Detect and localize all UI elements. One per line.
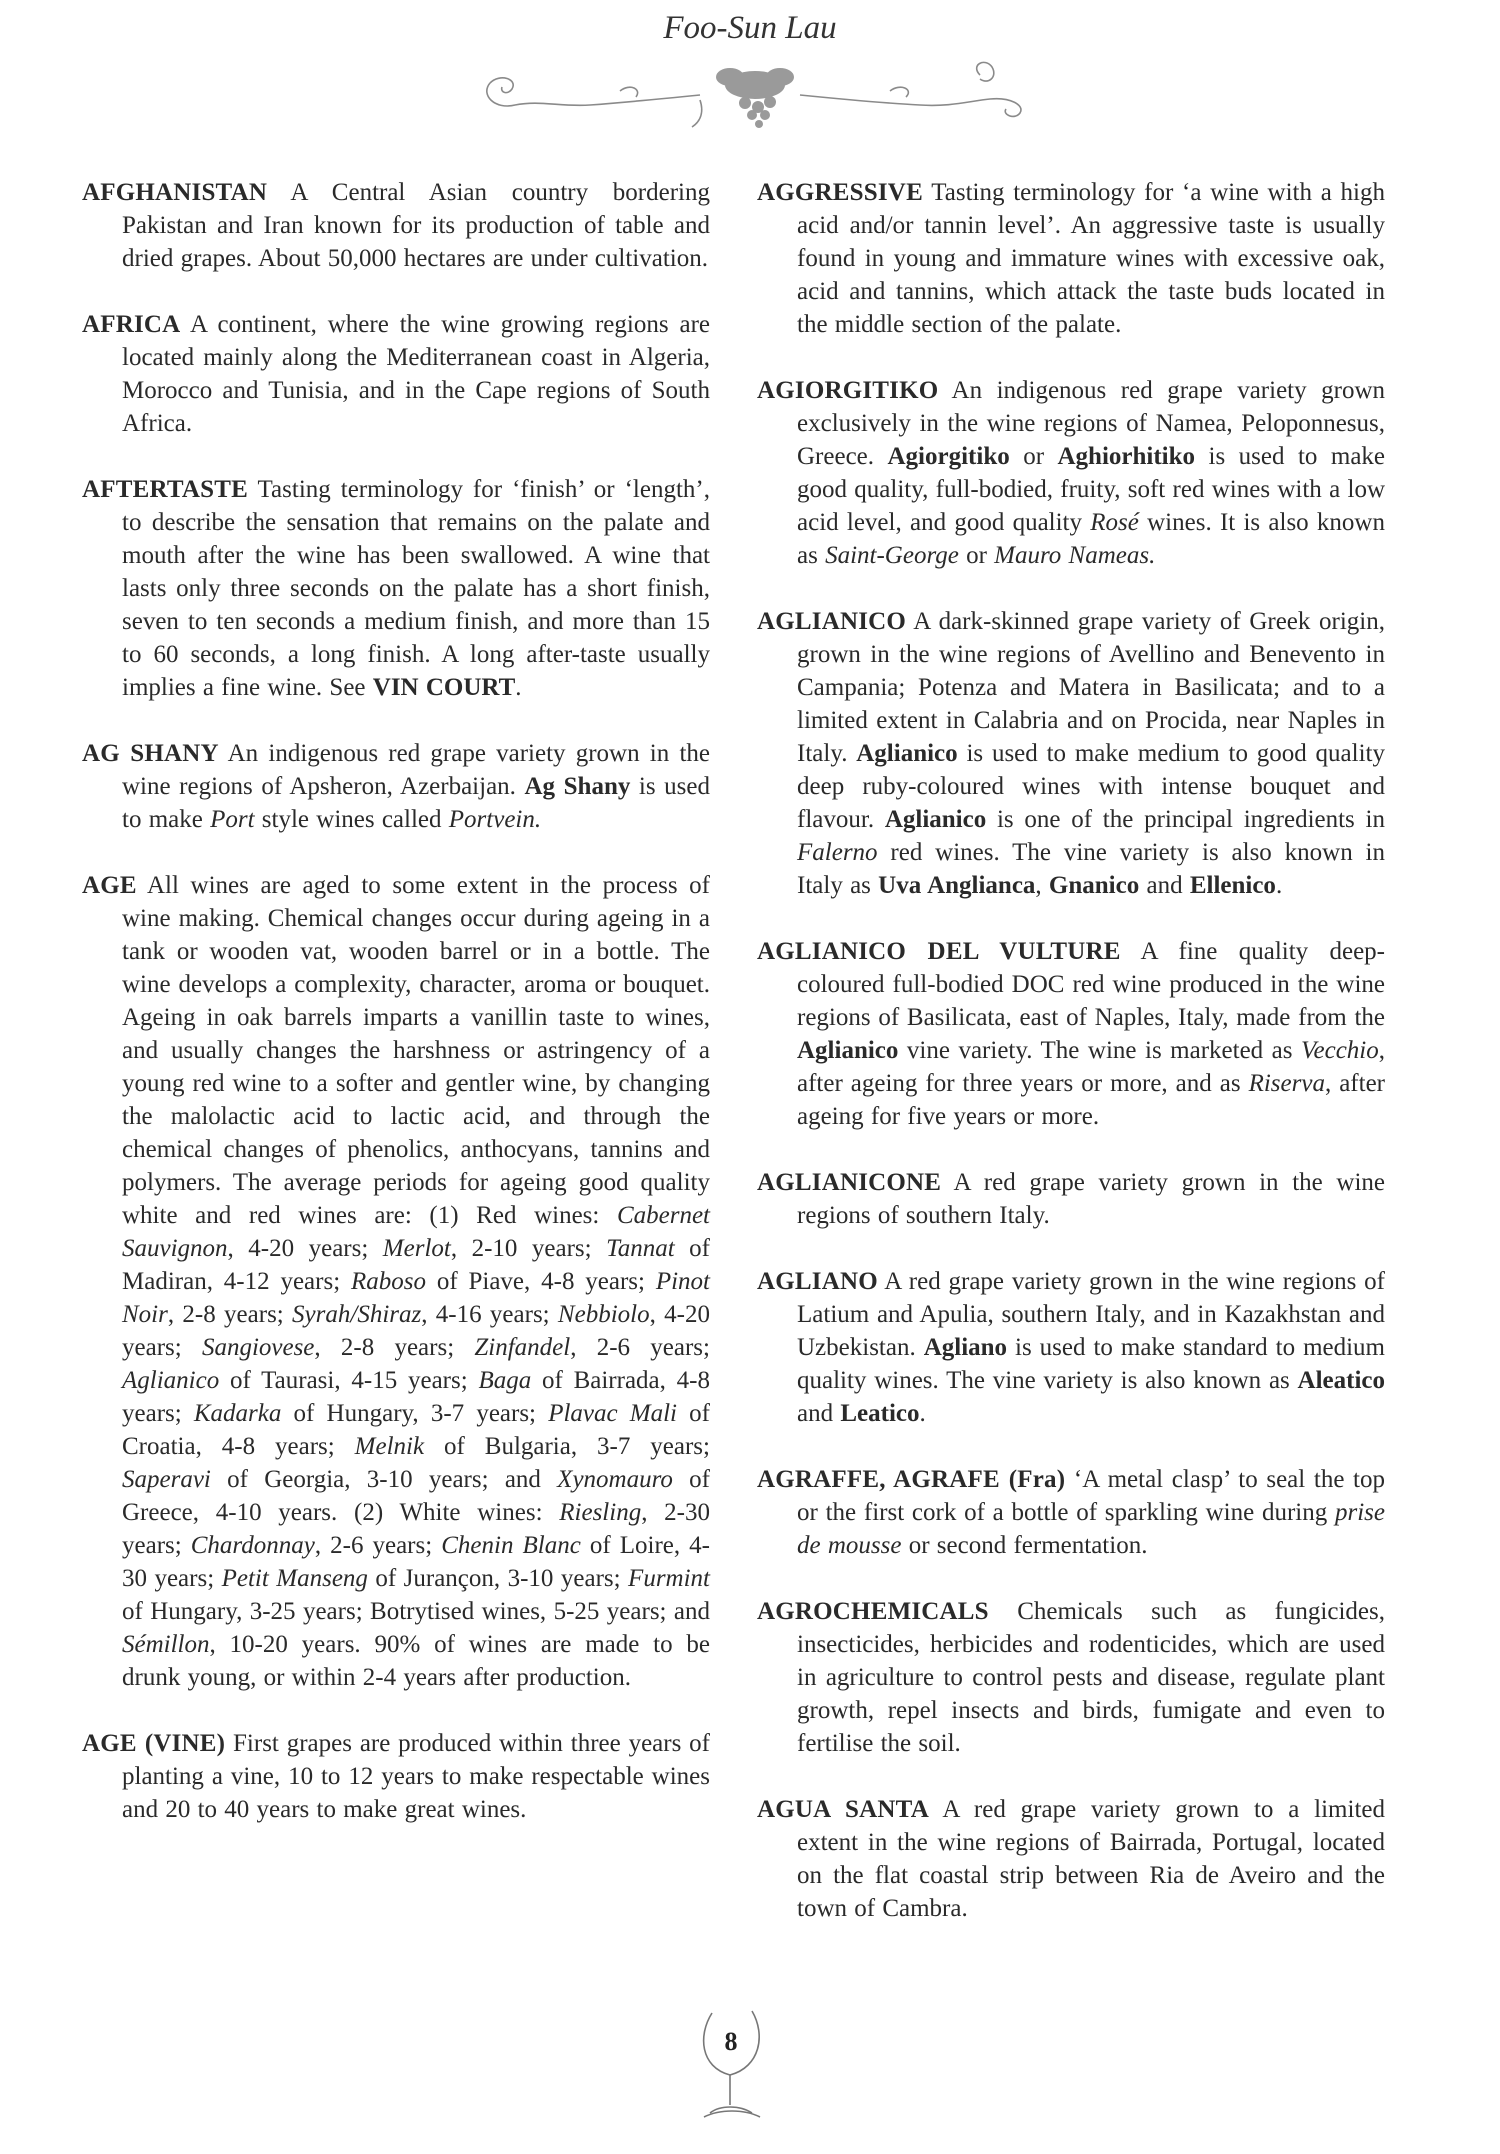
entry-text: Raboso [350,1268,426,1295]
entry-text: of Taurasi, 4-15 years; [219,1367,479,1394]
entry-text: A Central Asian country bordering Pakistan and Iran known for its production of table and dried grapes. About 50,000 hectares are under cultivation. [122,179,710,272]
entry-text: red wines. The vine variety is also known in Italy as [797,839,1385,899]
dictionary-entry-agraffe [757,1463,1385,1562]
right-column [757,176,1385,1958]
entry-text: is used to make good quality, full-bodied, fruity, soft red wines with a low acid level, and good quality [797,443,1386,536]
entry-text: Chenin Blanc [441,1532,581,1559]
dictionary-entry-agiorgitiko [757,374,1385,572]
entry-text: of Bairrada, 4-8 years; [122,1367,710,1427]
entry-text: prise de mousse [797,1499,1385,1559]
entry-text: style wines called [254,806,449,833]
entry-text: of Greece, 4-10 years. (2) White wines: [122,1466,710,1526]
entry-text: , 4-20 years; [227,1235,383,1262]
entry-text: A continent, where the wine growing regions are located mainly along the Mediterranean coast in Algeria, Morocco and Tunisia, and in the Cape regions of South Africa. [122,311,710,437]
entry-text: Sémillon [122,1631,210,1658]
entry-text: is used to make medium to good quality deep ruby-coloured wines with intense bouquet and flavour. [797,740,1385,833]
entry-text: Cabernet Sauvignon [122,1202,710,1262]
entry-text: Chardonnay [190,1532,315,1559]
entry-text: Plavac Mali [548,1400,677,1427]
entry-text: Aglianico [122,1367,220,1394]
entry-text: , 2-6 years; [314,1532,442,1559]
entry-headword: AGLIANICONE [757,1169,942,1196]
dictionary-entry-agliano [757,1265,1385,1430]
entry-text: Saint-George [825,542,959,569]
entry-text: is one of the principal ingredients in [986,806,1385,833]
entry-text: is used to make [122,773,710,833]
entry-text: or [1009,443,1058,470]
entry-text: Vecchio [1301,1037,1379,1064]
entry-text: of Hungary, 3-25 years; Botrytised wines, 5-25 years; and [122,1598,710,1625]
entry-text: , after ageing for five years or more. [797,1070,1385,1130]
entry-text: , 4-16 years; [421,1301,558,1328]
dictionary-entry-afghanistan [82,176,710,275]
entry-text: Sangiovese [201,1334,315,1361]
entry-text: Syrah/Shiraz [292,1301,422,1328]
entry-text: First grapes are produced within three years of planting a vine, 10 to 12 years to make respectable wines and 20 to 40 years to make great wines. [122,1730,710,1823]
page-number: 8 [724,2027,738,2056]
entry-text: , 2-10 years; [450,1235,607,1262]
entry-text: , [1035,872,1049,899]
entry-text: Gnanico [1048,872,1140,899]
entry-text: of Georgia, 3-10 years; and [210,1466,558,1493]
entry-text: Ag Shany [524,773,631,800]
running-header: Foo-Sun Lau [663,10,837,46]
entry-text: Mauro Nameas. [994,542,1156,569]
entry-text: . [919,1400,926,1427]
entry-text: Ellenico [1189,872,1276,899]
entry-text: Riserva [1248,1070,1325,1097]
entry-text: Tannat [606,1235,675,1262]
entry-text: A red grape variety grown to a limited extent in the wine regions of Bairrada, Portugal, located on the flat coastal strip between Ria de Aveiro and the town of Cambra. [797,1796,1385,1922]
entry-headword: AGLIANICO DEL VULTURE [757,938,1121,965]
entry-text: , after ageing for three years or more, and as [797,1037,1385,1097]
entry-text: of Hungary, 3-7 years; [281,1400,549,1427]
dictionary-entry-africa [82,308,710,440]
entry-headword: AG SHANY [82,740,219,767]
entry-text: Petit Manseng [221,1565,368,1592]
dictionary-entry-age [82,869,710,1694]
entry-headword: AFGHANISTAN [82,179,268,206]
entry-headword: AFTERTASTE [82,476,248,503]
entry-text: A fine quality deep-coloured full-bodied DOC red wine produced in the wine regions of Basilicata, east of Naples, Italy, made from the [797,938,1385,1031]
entry-text: of Piave, 4-8 years; [425,1268,656,1295]
entry-text: Rosé [1090,509,1139,536]
entry-text: and [1139,872,1190,899]
entry-text: vine variety. The wine is marketed as [898,1037,1302,1064]
entry-text: or second fermentation. [901,1532,1148,1559]
entry-text: . [515,674,522,701]
entry-text: All wines are aged to some extent in the process of wine making. Chemical changes occur during ageing in a tank or wooden vat, wooden barrel or in a bottle. The wine develops a complexity, character, aroma or bouquet. Ageing in oak barrels imparts a vanillin taste to wines, and usually changes the harshness or astringency of a young red wine to a softer and gentler wine, by changing the malolactic acid to lactic acid, and through the chemical changes of phenolics, anthocyans, tannins and polymers. The average periods for ageing good quality white and red wines are: (1) Red wines: [122,872,710,1229]
entry-headword: AGLIANO [757,1268,878,1295]
entry-text: ‘A metal clasp’ to seal the top or the first cork of a bottle of sparkling wine during [797,1466,1386,1526]
entry-text: Xynomauro [557,1466,673,1493]
entry-text: Baga [478,1367,532,1394]
dictionary-entry-agua-santa [757,1793,1385,1925]
entry-text: and [797,1400,841,1427]
entry-text: An indigenous red grape variety grown exclusively in the wine regions of Namea, Peloponnesus, Greece. [797,377,1385,470]
entry-headword: AGRAFFE, AGRAFE (Fra) [757,1466,1066,1493]
entry-text: Agliano [923,1334,1008,1361]
entry-text: Merlot [382,1235,451,1262]
entry-text: , 2-8 years; [314,1334,475,1361]
entry-text: Riesling [559,1499,642,1526]
dictionary-entry-ag-shany [82,737,710,836]
entry-text: Aleatico [1297,1367,1385,1394]
entry-text: Furmint [628,1565,710,1592]
entry-text: Melnik [354,1433,425,1460]
left-column [82,176,710,1859]
entry-text: Kadarka [193,1400,282,1427]
page-number-glass [690,2005,780,2135]
dictionary-entry-aftertaste [82,473,710,704]
entry-text: Pinot Noir [122,1268,710,1328]
dictionary-entry-aglianicone [757,1166,1385,1232]
entry-text: , 10-20 years. 90% of wines are made to be drunk young, or within 2-4 years after production. [122,1631,710,1691]
entry-text: Falerno [797,839,878,866]
entry-text: A dark-skinned grape variety of Greek origin, grown in the wine regions of Avellino and Benevento in Campania; Potenza and Matera in Basilicata; and to a limited extent in Calabria and on Procida, near Naples in Italy. [797,608,1385,767]
entry-text: Aglianico [856,740,958,767]
entry-text: , 4-20 years; [122,1301,710,1361]
entry-text: of Jurançon, 3-10 years; [367,1565,629,1592]
entry-text: Agiorgitiko [887,443,1010,470]
entry-text: Aghiorhitiko [1057,443,1196,470]
dictionary-entry-agrochemicals [757,1595,1385,1760]
entry-text: Aglianico [884,806,987,833]
entry-headword: AGGRESSIVE [757,179,923,206]
entry-headword: AGUA SANTA [757,1796,929,1823]
entry-text: Portvein. [448,806,542,833]
entry-text: Tasting terminology for ‘finish’ or ‘length’, to describe the sensation that remains on the palate and mouth after the wine has been swallowed. A wine that lasts only three seconds on the palate has a short finish, seven to ten seconds a medium finish, and more than 15 to 60 seconds, a long finish. A long after-taste usually implies a fine wine. See [122,476,710,701]
entry-text: , 2-8 years; [167,1301,293,1328]
dictionary-entry-age-vine [82,1727,710,1826]
entry-text: or [958,542,995,569]
entry-text: of Loire, 4-30 years; [122,1532,710,1592]
dictionary-entry-aglianico [757,605,1385,902]
entry-headword: AGIORGITIKO [757,377,939,404]
entry-text: A red grape variety grown in the wine regions of southern Italy. [797,1169,1385,1229]
entry-text: An indigenous red grape variety grown in the wine regions of Apsheron, Azerbaijan. [122,740,710,800]
wine-glass-icon [690,2005,780,2135]
entry-text: of Madiran, 4-12 years; [122,1235,710,1295]
entry-text: is used to make standard to medium quality wines. The vine variety is also known as [797,1334,1385,1394]
dictionary-entry-aggressive [757,176,1385,341]
entry-text: of Bulgaria, 3-7 years; [424,1433,710,1460]
entry-text: of Croatia, 4-8 years; [122,1400,710,1460]
entry-text: A red grape variety grown in the wine regions of Latium and Apulia, southern Italy, and in Kazakhstan and Uzbekistan. [797,1268,1385,1361]
entry-text: Leatico [840,1400,920,1427]
entry-text: , 2-6 years; [570,1334,710,1361]
entry-headword: AGE (VINE) [82,1730,226,1757]
dictionary-entry-aglianico-del-vulture [757,935,1385,1133]
entry-text: Aglianico [797,1037,899,1064]
entry-text: Tasting terminology for ‘a wine with a high acid and/or tannin level’. An aggressive taste is usually found in young and immature wines with excessive oak, acid and tannins, which attack the taste buds located in the middle section of the palate. [797,179,1385,338]
entry-text: , 2-30 years; [122,1499,711,1559]
entry-text: Saperavi [122,1466,211,1493]
entry-headword: AGE [82,872,137,899]
entry-headword: AGROCHEMICALS [757,1598,989,1625]
entry-text: Chemicals such as fungicides, insecticides, herbicides and rodenticides, which are used in agriculture to control pests and disease, regulate plant growth, repel insects and birds, fumigate and even to fertilise the soil. [797,1598,1385,1757]
entry-text: Nebbiolo [557,1301,650,1328]
entry-text: Uva Anglianca [878,872,1036,899]
entry-headword: AFRICA [82,311,181,338]
entry-text: . [1275,872,1283,899]
entry-text: Port [210,806,255,833]
entry-headword: AGLIANICO [757,608,907,635]
entry-text: Zinfandel [474,1334,571,1361]
entry-text: wines. It is also known as [797,509,1385,569]
vine-ornament-icon [470,55,1040,130]
entry-text: VIN COURT [372,674,516,701]
